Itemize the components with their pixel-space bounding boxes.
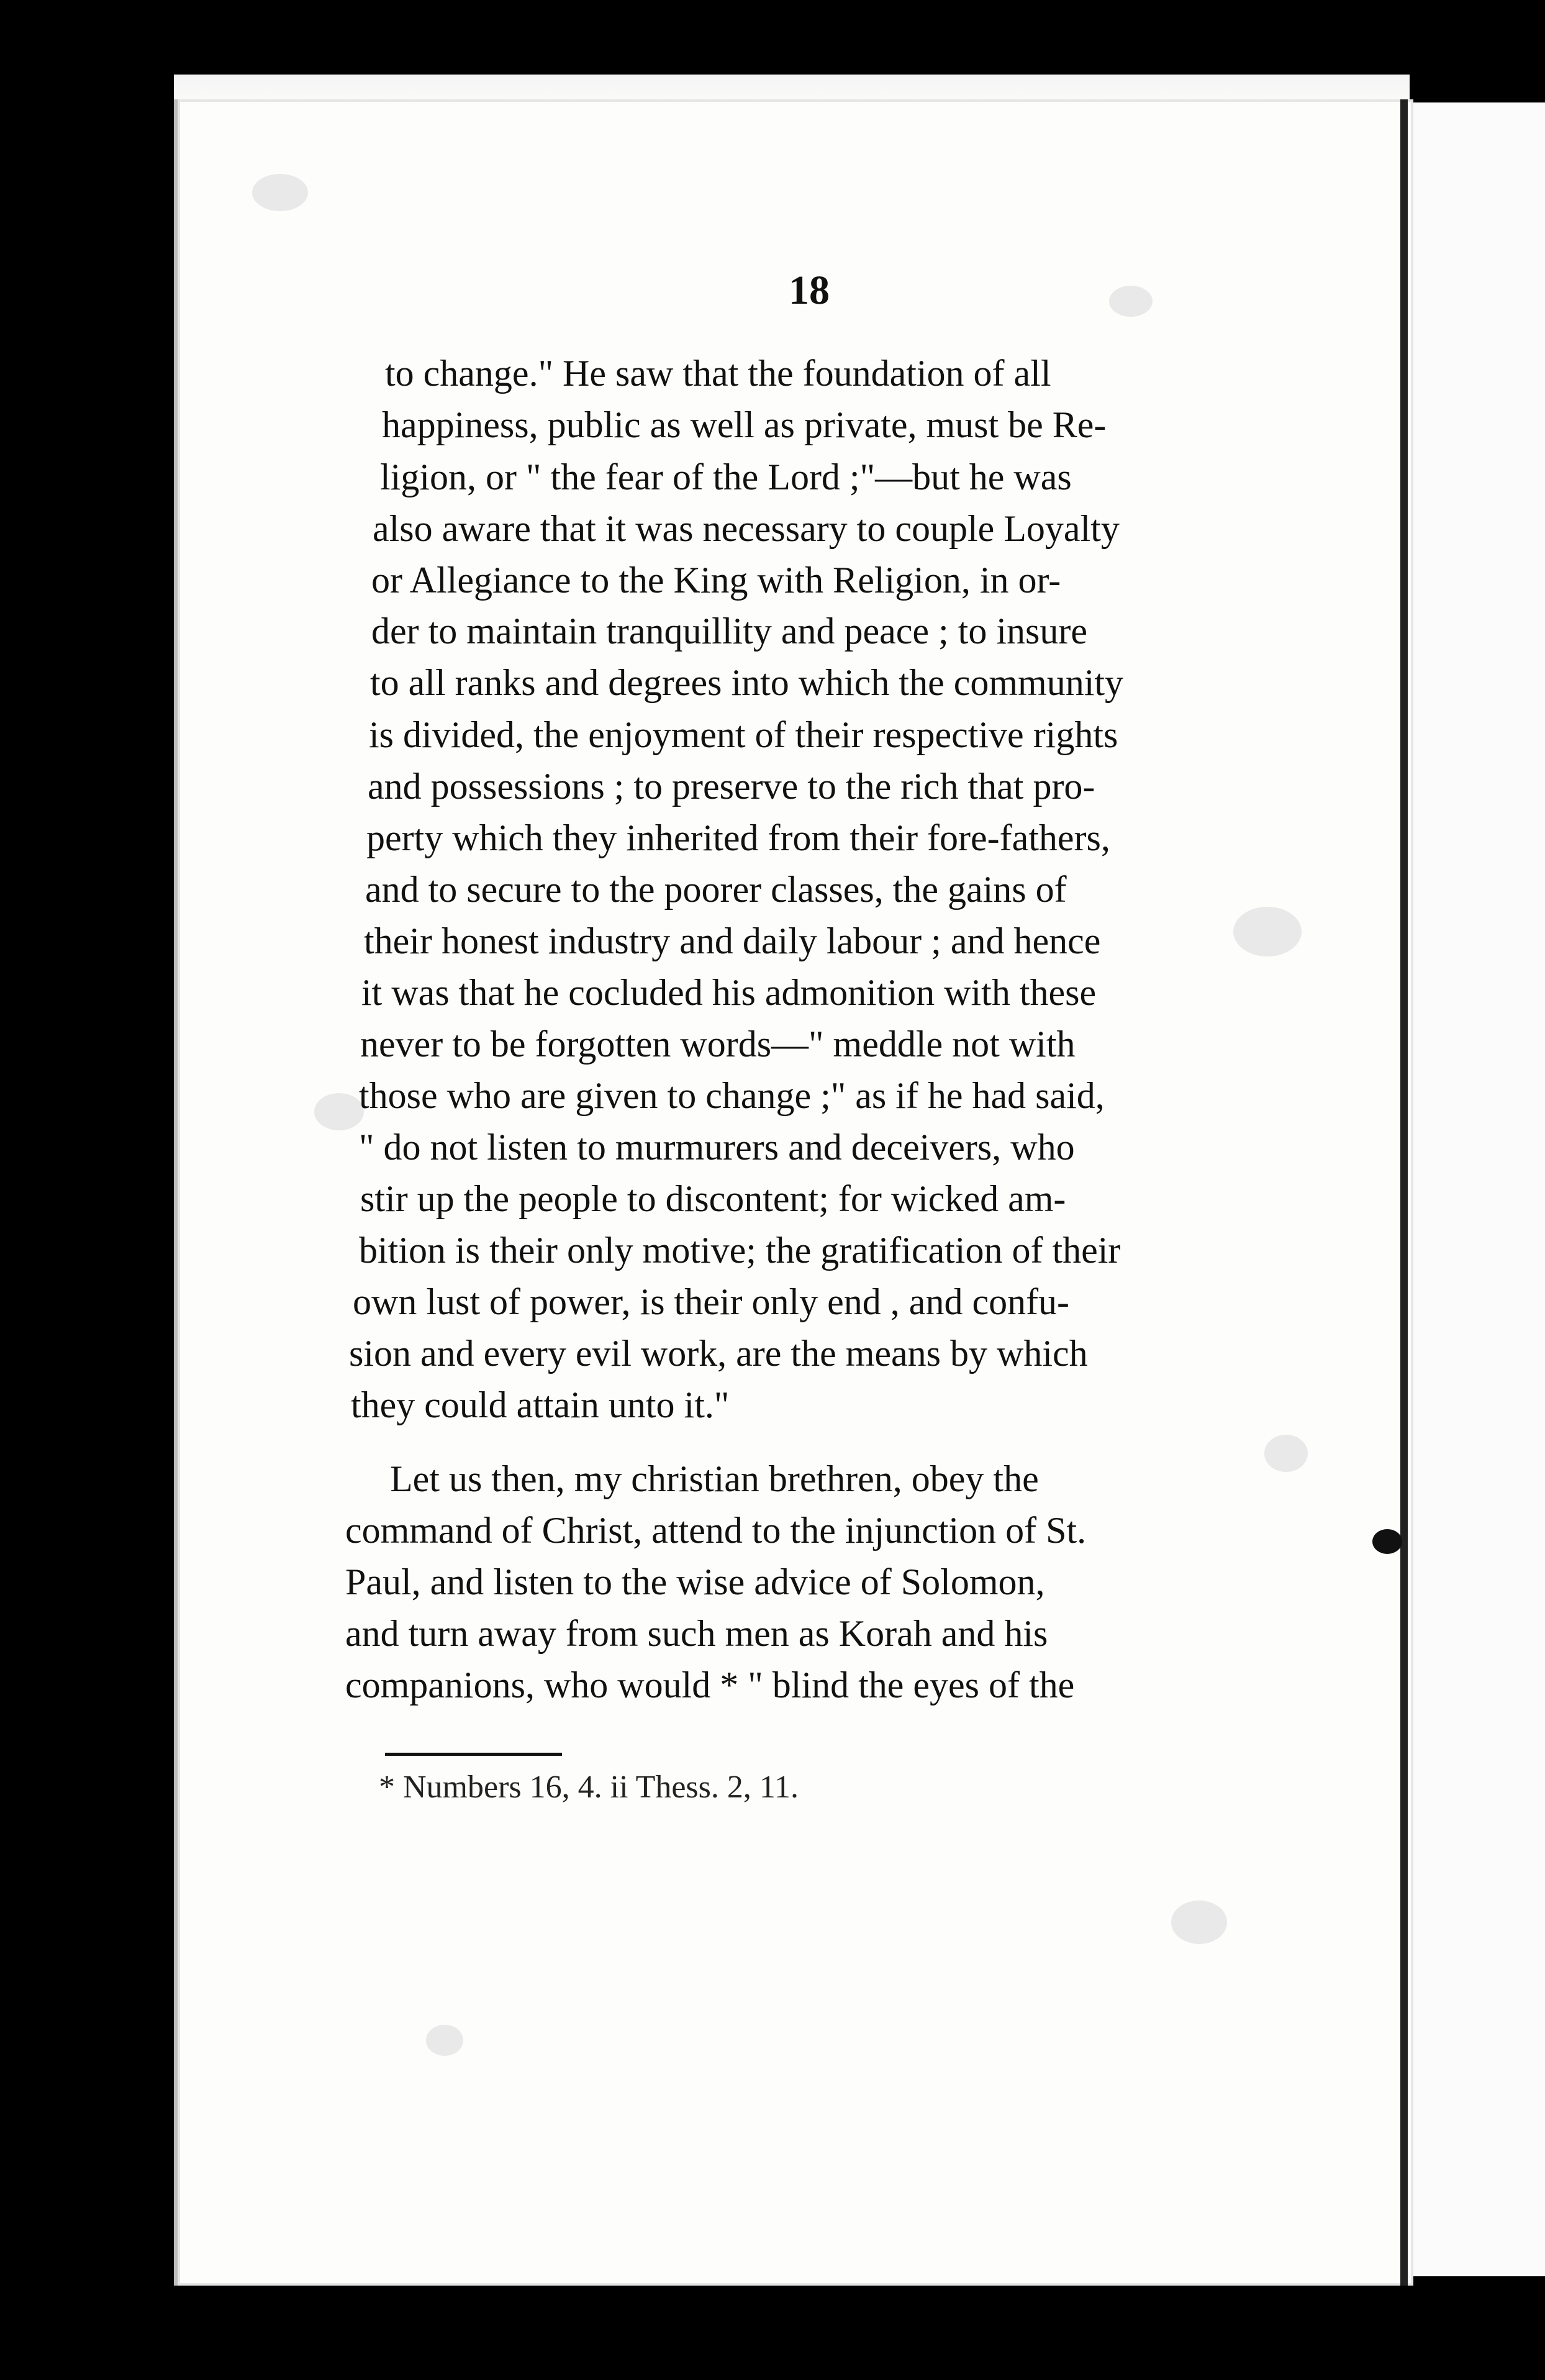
page-number: 18 <box>789 268 830 313</box>
text-line: and to secure to the poorer classes, the gains of <box>365 869 1067 910</box>
text-line: bition is their only motive; the gratification of their <box>359 1230 1121 1271</box>
text-line: sion and every evil work, are the means by which <box>349 1333 1088 1374</box>
text-line: " do not listen to murmurers and deceivers, who <box>359 1127 1075 1168</box>
text-line: der to maintain tranquillity and peace ; to insure <box>371 611 1087 652</box>
text-line: ligion, or " the fear of the Lord ;"—but he was <box>380 456 1072 497</box>
text-line: stir up the people to discontent; for wicked am- <box>360 1178 1066 1219</box>
footnote: * Numbers 16, 4. ii Thess. 2, 11. <box>379 1769 799 1805</box>
text-line: to all ranks and degrees into which the community <box>370 662 1124 703</box>
text-line: perty which they inherited from their fore-fathers, <box>366 817 1110 858</box>
text-line: companions, who would * " blind the eyes of the <box>345 1665 1075 1706</box>
text-line: is divided, the enjoyment of their respective rights <box>369 714 1118 755</box>
text-line: their honest industry and daily labour ; and hence <box>364 920 1101 961</box>
text-line: never to be forgotten words—" meddle not with <box>360 1024 1076 1065</box>
text-line: also aware that it was necessary to couple Loyalty <box>373 508 1120 549</box>
text-line: to change." He saw that the foundation of all <box>385 353 1051 394</box>
text-line: or Allegiance to the King with Religion, in or- <box>371 560 1061 601</box>
text-line: and turn away from such men as Korah and his <box>345 1613 1048 1654</box>
footnote-rule <box>385 1753 562 1756</box>
text-line: it was that he cocluded his admonition with these <box>361 972 1097 1013</box>
text-line: those who are given to change ;" as if he had said, <box>359 1075 1105 1116</box>
text-line: Paul, and listen to the wise advice of Solomon, <box>345 1561 1045 1602</box>
text-line: Let us then, my christian brethren, obey the <box>390 1458 1039 1499</box>
text-line: own lust of power, is their only end , and confu- <box>353 1281 1070 1322</box>
text-line: happiness, public as well as private, must be Re- <box>382 404 1107 445</box>
text-line: command of Christ, attend to the injunction of St. <box>345 1510 1087 1551</box>
text-line: they could attain unto it." <box>351 1384 730 1425</box>
text-line: and possessions ; to preserve to the rich that pro- <box>368 766 1095 807</box>
